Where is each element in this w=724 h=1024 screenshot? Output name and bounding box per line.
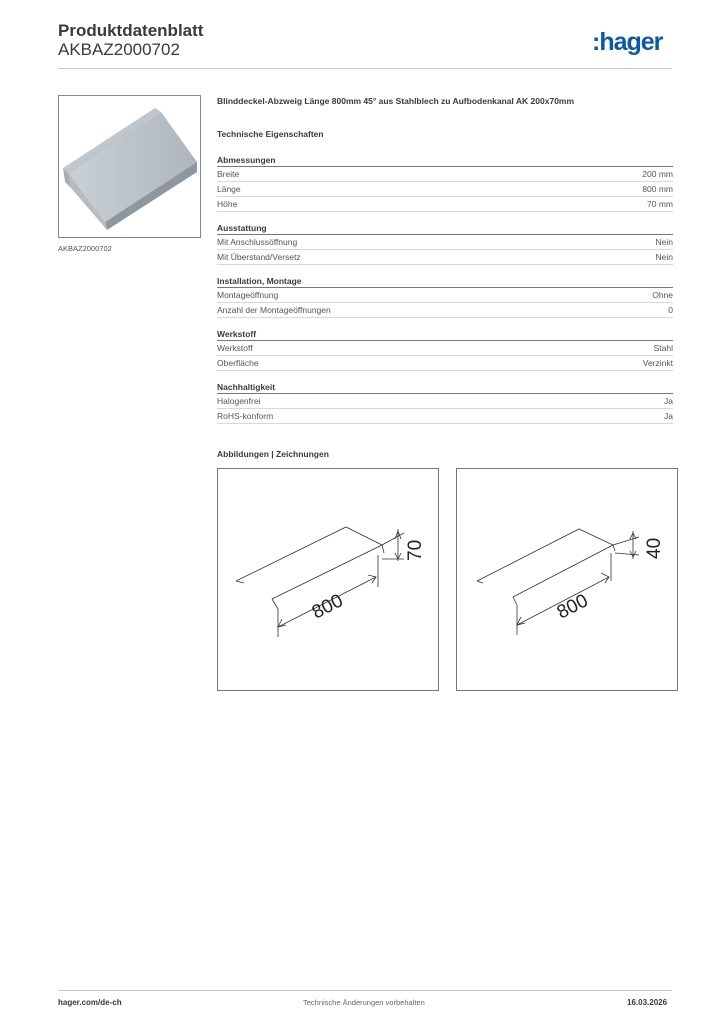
spec-value: 200 mm (642, 169, 673, 179)
hager-logo (592, 28, 662, 57)
spec-group-equipment (217, 223, 673, 265)
drawing-sketch (218, 469, 438, 690)
article-number: AKBAZ2000702 (58, 40, 180, 59)
spec-label: Höhe (217, 199, 238, 209)
spec-row (217, 250, 673, 265)
product-render-image (59, 96, 200, 237)
spec-row (217, 288, 673, 303)
spec-value: Ja (664, 411, 673, 421)
spec-row (217, 409, 673, 424)
spec-label: Anzahl der Montageöffnungen (217, 305, 331, 315)
spec-row (217, 394, 673, 409)
spec-label: Mit Anschlussöffnung (217, 237, 298, 247)
product-title: Blinddeckel-Abzweig Länge 800mm 45° aus Stahlblech zu Aufbodenkanal AK 200x70mm (217, 96, 575, 106)
footer-notice: Technische Änderungen vorbehalten (303, 998, 425, 1007)
spec-row (217, 303, 673, 318)
spec-row (217, 197, 673, 212)
spec-group-installation (217, 276, 673, 318)
spec-label: Mit Überstand/Versetz (217, 252, 301, 262)
spec-group-dimensions (217, 155, 673, 212)
spec-value: 0 (668, 305, 673, 315)
spec-value: Nein (655, 252, 673, 262)
footer-date: 16.03.2026 (627, 998, 668, 1007)
spec-row (217, 356, 673, 371)
spec-group-material (217, 329, 673, 371)
height-dimension-label: 40 (644, 537, 665, 559)
spec-row (217, 167, 673, 182)
spec-value: Verzinkt (642, 358, 673, 368)
spec-label: Werkstoff (217, 343, 253, 353)
spec-row (217, 235, 673, 250)
spec-label: Montageöffnung (217, 290, 279, 300)
document-title: Produktdatenblatt (58, 21, 204, 40)
spec-group-heading: Werkstoff (217, 329, 673, 341)
product-photo (58, 95, 201, 238)
spec-value: 70 mm (647, 199, 673, 209)
spec-value: Nein (655, 237, 673, 247)
spec-group-sustainability (217, 382, 673, 424)
drawings-heading: Abbildungen | Zeichnungen (217, 449, 329, 459)
length-dimension-label: 800 (308, 590, 347, 624)
spec-label: Breite (217, 169, 240, 179)
spec-group-heading: Nachhaltigkeit (217, 382, 673, 394)
footer-website-link[interactable]: hager.com/de-ch (58, 998, 122, 1007)
spec-label: Länge (217, 184, 241, 194)
footer-divider (58, 990, 672, 991)
spec-value: Ja (664, 396, 673, 406)
spec-value: 800 mm (642, 184, 673, 194)
logo-text: hager (599, 28, 663, 56)
spec-label: Halogenfrei (217, 396, 261, 406)
spec-label: Oberfläche (217, 358, 259, 368)
technical-drawing (217, 468, 439, 691)
spec-row (217, 182, 673, 197)
logo-colon: : (592, 28, 600, 56)
spec-label: RoHS-konform (217, 411, 274, 421)
spec-group-heading: Abmessungen (217, 155, 673, 167)
spec-value: Ohne (652, 290, 673, 300)
drawing-sketch (457, 469, 677, 690)
tech-properties-heading: Technische Eigenschaften (217, 129, 324, 139)
technical-drawing (456, 468, 678, 691)
spec-value: Stahl (653, 343, 673, 353)
length-dimension-label: 800 (553, 590, 592, 624)
spec-group-heading: Ausstattung (217, 223, 673, 235)
photo-caption: AKBAZ2000702 (58, 244, 112, 253)
specifications (217, 96, 673, 435)
spec-row (217, 341, 673, 356)
spec-group-heading: Installation, Montage (217, 276, 673, 288)
header-divider (58, 68, 672, 69)
height-dimension-label: 70 (405, 539, 426, 561)
